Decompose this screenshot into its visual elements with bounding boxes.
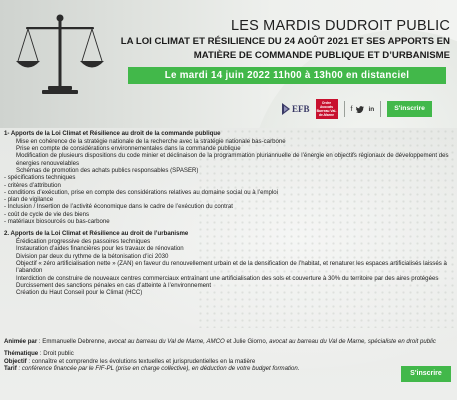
fee-value: : conférence financée par le FIF-PL (prise en charge collective), en déduction de votre budget formation.: [16, 364, 300, 372]
section-1-item: Schémas de promotion des achats publics responsables (SPASER): [16, 166, 199, 174]
event-title-line-2: MATIÈRE DE COMMANDE PUBLIQUE ET D’URBANISME: [193, 49, 450, 61]
animated-by-role2: avocat au barreau du Val de Marne, spécialiste en droit public: [269, 338, 436, 345]
objective-value: : connaître et comprendre les évolutions textuelles et jurisprudentielles en la matière: [26, 357, 256, 365]
linkedin-icon[interactable]: in: [368, 105, 375, 113]
section-1-subitem: - critères d’attribution: [4, 181, 61, 189]
section-1-subitem: - spécifications techniques: [4, 174, 76, 182]
section-1-item: Modification de plusieurs dispositions du code minier et déclinaison de la programmation pluriannuelle de l’énergie en objectifs régionaux de développement des énergies renouvelables: [16, 152, 449, 167]
event-series-title: LES MARDIS DUDROIT PUBLIC: [230, 18, 450, 34]
twitter-icon[interactable]: [356, 106, 364, 113]
efb-mark-icon: [281, 102, 291, 116]
theme-value: : Droit public: [38, 350, 74, 358]
theme-label: Thématique: [4, 350, 39, 358]
objective-line: [4, 358, 454, 365]
section-1-subitem: - plan de vigilance: [4, 196, 54, 204]
efb-logo-text: EFB: [292, 104, 310, 114]
scales-of-justice-icon: [10, 6, 110, 106]
partner-logo-bar: [281, 98, 432, 120]
section-1-subitem: - matériaux biosourcés ou bas-carbone: [4, 218, 110, 226]
logo-divider: [344, 101, 345, 117]
section-2-item: Division par deux du rythme de la bétonisation d’ici 2030: [16, 252, 169, 260]
facebook-icon[interactable]: f: [350, 105, 353, 113]
theme-line: [4, 350, 454, 357]
fee-line: [4, 365, 454, 372]
animated-by-name2: et Julie Giorno,: [224, 338, 270, 345]
section-2-item: Instauration d’aides financières pour les travaux de rénovation: [16, 245, 184, 253]
signup-button-top[interactable]: S'inscrire: [387, 101, 432, 117]
event-title-line-1: LA LOI CLIMAT ET RÉSILIENCE DU 24 AOÛT 2021 ET SES APPORTS EN: [120, 36, 450, 47]
signup-button-bottom[interactable]: S'inscrire: [401, 366, 451, 382]
animated-by-label: Animée par: [4, 338, 38, 345]
section-1-subitem: - conditions d’exécution, prise en compte des considérations relatives au domaine social ou à l’emploi: [4, 188, 279, 196]
section-1-subitem: - coût de cycle de vie des biens: [4, 210, 90, 218]
hero-banner: [0, 0, 457, 128]
animated-by: [4, 338, 454, 345]
barreau-logo: Ordre Avocats Barreau Val-de-Marne: [316, 101, 337, 117]
efb-logo: [281, 102, 310, 116]
section-2-item: Création du Haut Conseil pour le Climat (HCC): [16, 289, 143, 297]
hero-title-block: [120, 18, 450, 61]
event-credits: [4, 338, 454, 372]
section-2-item: Interdiction de construire de nouveaux centres commerciaux entraînant une artificialisation des sols et couverture à 30% du territoire par des aires protégées: [16, 274, 439, 282]
animated-by-name1: : Emmanuelle Debrenne,: [37, 338, 108, 345]
social-links: [351, 106, 375, 113]
animated-by-role1: avocat au barreau du Val de Marne, AMCO: [108, 338, 225, 345]
program-text: [4, 130, 454, 297]
objective-label: Objectif: [4, 357, 27, 365]
program-content: [0, 128, 457, 400]
section-1-subitem: - Inclusion / Insertion de l’activité économique dans le cadre de l’exécution du contrat: [4, 203, 233, 211]
section-2-item: Objectif « zéro artificialisation nette » (ZAN) en faveur du renouvellement urbain et de la densification de l’habitat, et renaturer les espaces artificialisés laissés à l’abandon: [16, 260, 447, 275]
section-1-item: Prise en compte de considérations environnementales dans la commande publique: [16, 145, 241, 153]
section-1-title: 1- Apports de la Loi Climat et Résilience au droit de la commande publique: [4, 130, 221, 137]
section-2-item: Durcissement des sanctions pénales en cas d’atteinte à l’environnement: [16, 281, 212, 289]
section-2-item: Érédication progressive des passoires techniques: [16, 238, 151, 246]
fee-label: Tarif: [4, 364, 17, 372]
event-date-bar: Le mardi 14 juin 2022 11h00 à 13h00 en distanciel: [128, 67, 446, 84]
section-1-item: Mise en cohérence de la stratégie nationale de la recherche avec la stratégie nationale bas-carbone: [16, 137, 286, 145]
logo-divider-2: [380, 101, 381, 117]
section-2-title: 2. Apports de la Loi Climat et Résilience au droit de l’urbanisme: [4, 230, 189, 238]
